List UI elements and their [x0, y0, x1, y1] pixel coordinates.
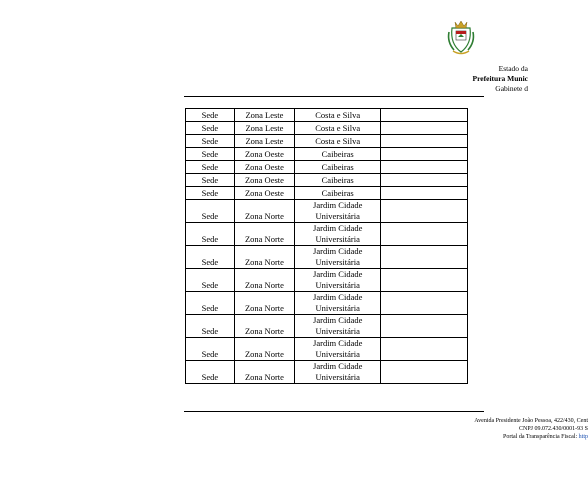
- empty-cell: [381, 161, 468, 174]
- footer-divider: [184, 411, 484, 412]
- zone-cell: Zona Norte: [234, 269, 294, 292]
- footer-address: Avenida Presidente João Pessoa, 422/430, Cent: [474, 418, 588, 424]
- unit-cell: Sede: [186, 109, 235, 122]
- unit-cell: Sede: [186, 361, 235, 384]
- table-row: [186, 292, 468, 315]
- empty-cell: [381, 292, 468, 315]
- neighborhood-cell: Jardim Cidade Universitária: [295, 223, 381, 246]
- unit-cell: Sede: [186, 338, 235, 361]
- empty-cell: [381, 122, 468, 135]
- table-row: [186, 315, 468, 338]
- unit-cell: Sede: [186, 200, 235, 223]
- portal-link[interactable]: http: [578, 434, 588, 440]
- empty-cell: [381, 148, 468, 161]
- neighborhood-cell: Jardim Cidade Universitária: [295, 292, 381, 315]
- zone-cell: Zona Norte: [234, 315, 294, 338]
- unit-cell: Sede: [186, 135, 235, 148]
- unit-cell: Sede: [186, 187, 235, 200]
- table-row: [186, 338, 468, 361]
- zone-cell: Zona Norte: [234, 338, 294, 361]
- neighborhood-cell: Caibeiras: [295, 161, 381, 174]
- unit-cell: Sede: [186, 315, 235, 338]
- prefeitura-name: Prefeitura Munic: [472, 74, 528, 83]
- zone-cell: Zona Oeste: [234, 187, 294, 200]
- zone-cell: Zona Leste: [234, 109, 294, 122]
- neighborhood-cell: Jardim Cidade Universitária: [295, 338, 381, 361]
- coat-of-arms-icon: [446, 18, 476, 58]
- zone-cell: Zona Leste: [234, 122, 294, 135]
- portal-label: Portal da Transparência Fiscal:: [503, 434, 578, 440]
- unit-cell: Sede: [186, 122, 235, 135]
- neighborhood-cell: Caibeiras: [295, 187, 381, 200]
- empty-cell: [381, 200, 468, 223]
- table-row: [186, 122, 468, 135]
- neighborhood-cell: Costa e Silva: [295, 135, 381, 148]
- table-row: [186, 269, 468, 292]
- unit-cell: Sede: [186, 269, 235, 292]
- footer-cnpj: CNPJ 09.072.430/0001-93 S: [518, 426, 588, 432]
- neighborhood-cell: Caibeiras: [295, 148, 381, 161]
- empty-cell: [381, 109, 468, 122]
- unit-cell: Sede: [186, 292, 235, 315]
- zone-cell: Zona Norte: [234, 223, 294, 246]
- empty-cell: [381, 246, 468, 269]
- neighborhood-cell: Costa e Silva: [295, 122, 381, 135]
- table-row: [186, 148, 468, 161]
- table-row: [186, 223, 468, 246]
- unit-cell: Sede: [186, 148, 235, 161]
- footer-portal: [288, 433, 588, 441]
- zone-cell: Zona Oeste: [234, 161, 294, 174]
- zone-cell: Zona Norte: [234, 200, 294, 223]
- cabinet-name: Gabinete d: [495, 84, 528, 93]
- table-row: [186, 109, 468, 122]
- table-row: [186, 135, 468, 148]
- empty-cell: [381, 269, 468, 292]
- zone-cell: Zona Norte: [234, 292, 294, 315]
- table-row: [186, 161, 468, 174]
- state-name: Estado da: [498, 64, 528, 73]
- table-row: [186, 187, 468, 200]
- unit-cell: Sede: [186, 161, 235, 174]
- neighborhood-cell: Jardim Cidade Universitária: [295, 315, 381, 338]
- neighborhood-cell: Jardim Cidade Universitária: [295, 200, 381, 223]
- unit-cell: Sede: [186, 174, 235, 187]
- empty-cell: [381, 174, 468, 187]
- zone-cell: Zona Oeste: [234, 174, 294, 187]
- table-row: [186, 361, 468, 384]
- header-divider: [184, 96, 484, 97]
- neighborhood-cell: Jardim Cidade Universitária: [295, 269, 381, 292]
- zone-cell: Zona Norte: [234, 246, 294, 269]
- table-row: [186, 246, 468, 269]
- zone-cell: Zona Norte: [234, 361, 294, 384]
- neighborhood-cell: Jardim Cidade Universitária: [295, 246, 381, 269]
- neighborhood-cell: Caibeiras: [295, 174, 381, 187]
- empty-cell: [381, 223, 468, 246]
- empty-cell: [381, 361, 468, 384]
- unit-cell: Sede: [186, 223, 235, 246]
- empty-cell: [381, 187, 468, 200]
- zone-cell: Zona Oeste: [234, 148, 294, 161]
- empty-cell: [381, 315, 468, 338]
- neighborhood-cell: Costa e Silva: [295, 109, 381, 122]
- empty-cell: [381, 135, 468, 148]
- neighborhood-cell: Jardim Cidade Universitária: [295, 361, 381, 384]
- zone-cell: Zona Leste: [234, 135, 294, 148]
- table-row: [186, 174, 468, 187]
- unit-cell: Sede: [186, 246, 235, 269]
- table-row: [186, 200, 468, 223]
- data-table: [185, 108, 468, 384]
- empty-cell: [381, 338, 468, 361]
